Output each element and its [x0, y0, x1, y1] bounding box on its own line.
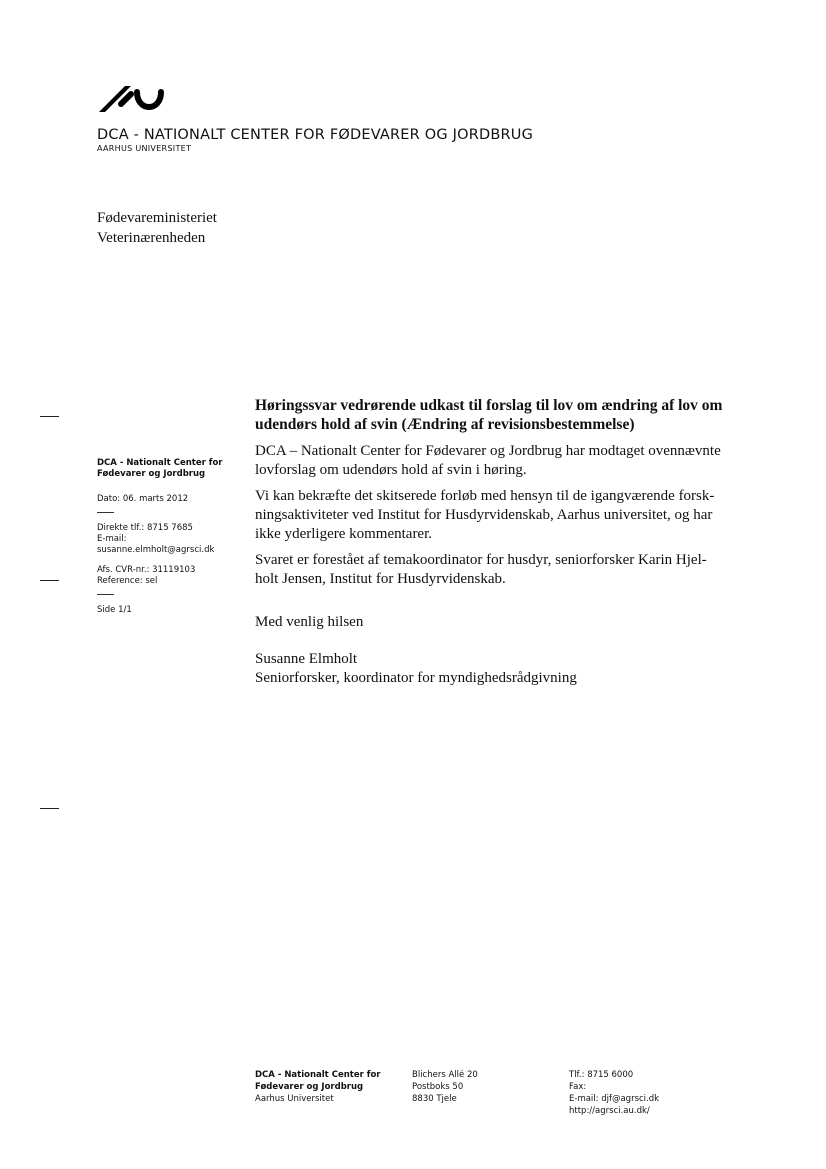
body-line: Vi kan bekræfte det skitserede forløb med hensyn til de igangværende forsk-: [255, 488, 715, 504]
divider: [97, 594, 114, 595]
fold-mark: [40, 580, 59, 581]
recipient-address: [97, 208, 217, 248]
footer-line: 8830 Tjele: [412, 1094, 457, 1104]
body-paragraph: [255, 442, 733, 480]
footer-line: Blichers Allé 20: [412, 1070, 478, 1080]
org-subtitle: AARHUS UNIVERSITET: [97, 144, 192, 153]
sidebar-org: [97, 458, 237, 480]
au-logo-icon: [97, 82, 165, 114]
footer-line: http://agrsci.au.dk/: [569, 1106, 650, 1116]
closing: Med venlig hilsen: [255, 614, 364, 630]
footer-contact: [569, 1069, 659, 1117]
footer-line: DCA - Nationalt Center for: [255, 1070, 381, 1080]
sidebar-contact: [97, 523, 237, 556]
recipient-line: Veterinærenheden: [97, 230, 206, 246]
footer-line: Tlf.: 8715 6000: [569, 1070, 634, 1080]
sidebar-org-line: Fødevarer og Jordbrug: [97, 469, 206, 479]
footer-line: Postboks 50: [412, 1082, 464, 1092]
footer-line: Fødevarer og Jordbrug: [255, 1082, 364, 1092]
org-name: DCA - NATIONALT CENTER FOR FØDEVARER OG JORDBRUG: [97, 127, 534, 143]
sidebar-ids: [97, 565, 237, 587]
fold-mark: [40, 416, 59, 417]
subject-line: Høringssvar vedrørende udkast til forslag til lov om ændring af lov om: [255, 397, 723, 414]
sidebar-email: susanne.elmholt@agrsci.dk: [97, 545, 215, 555]
sidebar-reference: Reference: sel: [97, 576, 158, 586]
body-line: DCA – Nationalt Center for Fødevarer og Jordbrug har modtaget ovennævnte: [255, 443, 721, 459]
signature-block: [255, 650, 577, 688]
signer-title: Seniorforsker, koordinator for myndighedsrådgivning: [255, 670, 577, 686]
sidebar-date: Dato: 06. marts 2012: [97, 494, 189, 504]
fold-mark: [40, 808, 59, 809]
footer-address: [412, 1069, 478, 1105]
letter-body: [255, 442, 733, 596]
sidebar-meta: [97, 458, 237, 616]
body-line: ningsaktiviteter ved Institut for Husdyrvidenskab, Aarhus universitet, og har: [255, 507, 713, 523]
sidebar-email-label: E-mail:: [97, 534, 127, 544]
body-paragraph: [255, 487, 733, 544]
sidebar-cvr: Afs. CVR-nr.: 31119103: [97, 565, 196, 575]
letter-subject: [255, 396, 735, 434]
body-line: Svaret er forestået af temakoordinator for husdyr, seniorforsker Karin Hjel-: [255, 552, 707, 568]
body-paragraph: [255, 551, 733, 589]
sidebar-org-line: DCA - Nationalt Center for: [97, 458, 223, 468]
footer-org: [255, 1069, 380, 1105]
footer-line: E-mail: djf@agrsci.dk: [569, 1094, 660, 1104]
recipient-line: Fødevareministeriet: [97, 210, 217, 226]
body-line: lovforslag om udendørs hold af svin i høring.: [255, 462, 527, 478]
body-line: holt Jensen, Institut for Husdyrvidenskab.: [255, 571, 506, 587]
signer-name: Susanne Elmholt: [255, 651, 358, 667]
sidebar-phone: Direkte tlf.: 8715 7685: [97, 523, 193, 533]
footer-line: Fax:: [569, 1082, 587, 1092]
body-line: ikke yderligere kommentarer.: [255, 526, 433, 542]
subject-line: udendørs hold af svin (Ændring af revisionsbestemmelse): [255, 416, 635, 433]
footer-line: Aarhus Universitet: [255, 1094, 334, 1104]
divider: [97, 512, 114, 513]
sidebar-page: Side 1/1: [97, 605, 132, 615]
